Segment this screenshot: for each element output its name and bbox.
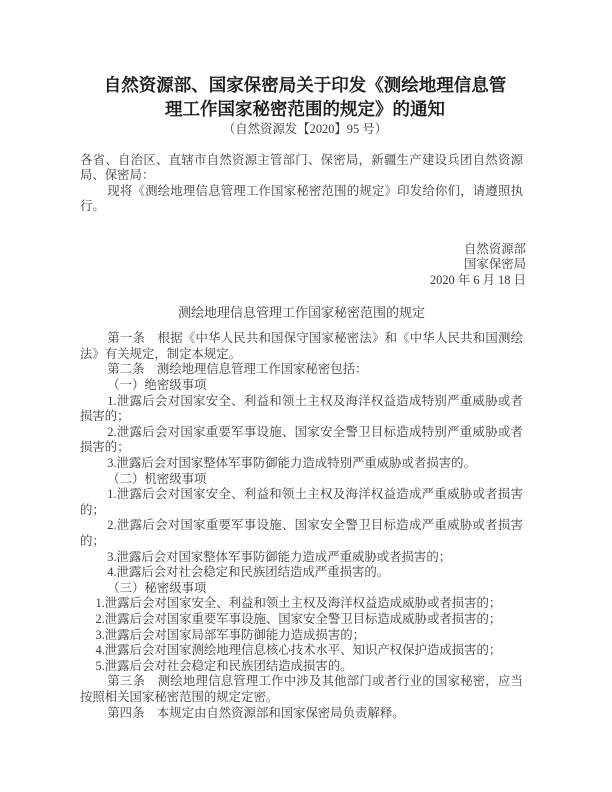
document-number: （自然资源发【2020】95 号） xyxy=(222,122,388,136)
document-title-line-1: 自然资源部、国家保密局关于印发《测绘地理信息管 xyxy=(103,75,507,95)
signoff-issuer-1: 自然资源部 xyxy=(464,241,526,256)
article-4: 第四条 本规定由自然资源部和国家保密局负责解释。 xyxy=(107,705,405,720)
salutation: 各省、自治区、直辖市自然资源主管部门、保密局，新疆生产建设兵团自然资源局、保密局： xyxy=(80,152,523,183)
forward-note: 现将《测绘地理信息管理工作国家秘密范围的规定》印发给你们，请遵照执行。 xyxy=(80,183,523,214)
confidential-item-1: 1.泄露后会对国家安全、利益和领土主权及海洋权益造成严重威胁或者损害的； xyxy=(80,487,523,517)
confidential-item-2: 2.泄露后会对国家重要军事设施、国家安全警卫目标造成严重威胁或者损害的； xyxy=(80,518,523,548)
top-secret-item-3: 3.泄露后会对国家整体军事防御能力造成特别严重威胁或者损害的。 xyxy=(107,456,476,470)
document-title xyxy=(80,73,530,121)
document-title-line-2: 理工作国家秘密范围的规定》的通知 xyxy=(165,99,445,119)
top-secret-section-label: （一）绝密级事项 xyxy=(107,378,207,393)
secret-section-label: （三）秘密级事项 xyxy=(107,580,207,595)
signoff-issuer-2: 国家保密局 xyxy=(464,257,526,272)
secret-item-5: 5.泄露后会对社会稳定和民族团结造成损害的。 xyxy=(95,658,353,673)
signature-block xyxy=(80,242,530,289)
top-secret-item-2: 2.泄露后会对国家重要军事设施、国家安全警卫目标造成特别严重威胁或者损害的； xyxy=(80,424,523,455)
regulation-title: 测绘地理信息管理工作国家秘密范围的规定 xyxy=(177,304,425,320)
confidential-item-3: 3.泄露后会对国家整体军事防御能力造成严重威胁或者损害的； xyxy=(107,549,452,564)
confidential-item-4: 4.泄露后会对社会稳定和民族团结造成严重损害的。 xyxy=(107,565,390,580)
article-3: 第三条 测绘地理信息管理工作中涉及其他部门或者行业的国家秘密，应当按照相关国家秘密范围的规定定密。 xyxy=(80,674,523,704)
secret-item-3: 3.泄露后会对国家局部军事防御能力造成损害的； xyxy=(95,627,365,642)
confidential-section-label: （二）机密级事项 xyxy=(107,471,207,486)
secret-item-2: 2.泄露后会对国家重要军事设施、国家安全警卫目标造成威胁或者损害的； xyxy=(95,611,502,626)
secret-item-4: 4.泄露后会对国家测绘地理信息核心技术水平、知识产权保护造成损害的； xyxy=(95,643,502,658)
signoff-date: 2020 年 6 月 18 日 xyxy=(429,273,526,288)
top-secret-item-1: 1.泄露后会对国家安全、利益和领土主权及海洋权益造成特别严重威胁或者损害的； xyxy=(80,393,523,424)
secret-item-1: 1.泄露后会对国家安全、利益和领土主权及海洋权益造成威胁或者损害的； xyxy=(95,596,502,611)
article-2: 第二条 测绘地理信息管理工作国家秘密包括： xyxy=(107,362,368,377)
article-1: 第一条 根据《中华人民共和国保守国家秘密法》和《中华人民共和国测绘法》有关规定，制定本规定。 xyxy=(80,331,523,361)
